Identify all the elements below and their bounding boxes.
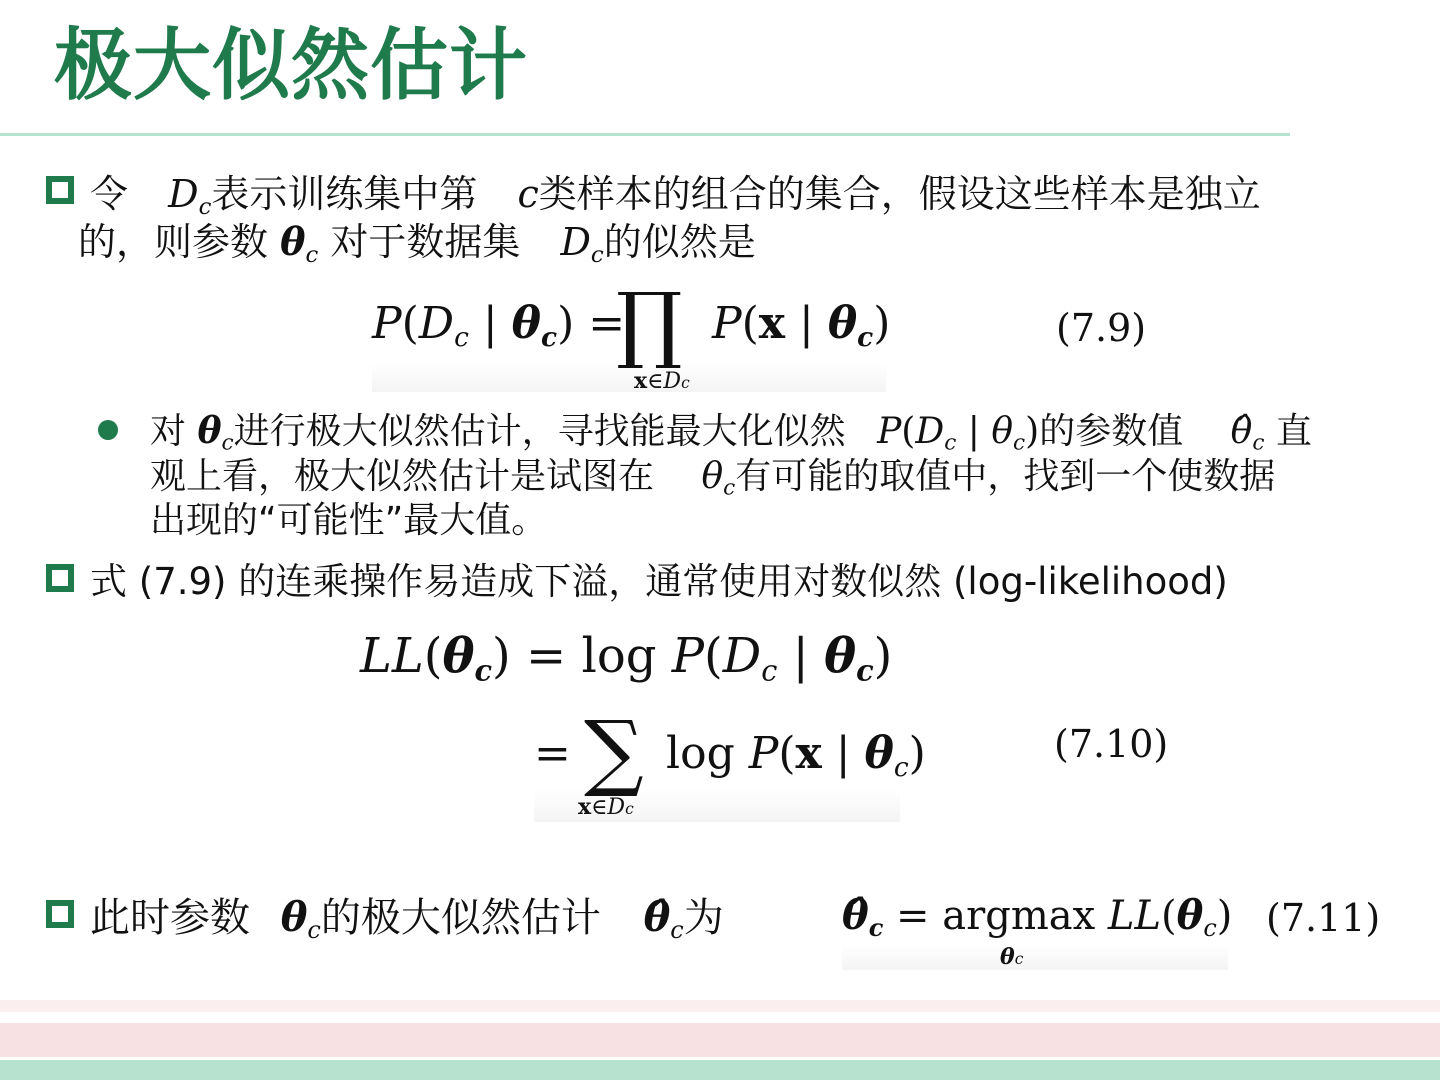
bullet-1-line-2 <box>78 218 756 279</box>
bullet-1-text-c: 类样本的组合的集合，假设这些样本是独立 <box>538 172 1261 216</box>
bullet-1-text-e: 对于数据集 <box>330 220 521 264</box>
sub-bullet-text-d: 直 <box>1275 411 1312 452</box>
Dc-symbol-2: $D_c$ <box>560 220 604 268</box>
bullet-2-text: 式 (7.9) 的连乘操作易造成下溢，通常使用对数似然 (log-likelihood) <box>90 560 1228 603</box>
square-bullet-icon <box>46 176 74 204</box>
bullet-1-text-a: 令 <box>90 172 129 216</box>
equation-number-7-11: (7.11) <box>1266 896 1381 940</box>
equation-7-10-line-1: $LL(\theta_c) = \log P(D_c$ | $\theta_c$) <box>360 628 893 688</box>
sub-bullet-text-c: 的参数值 <box>1039 411 1184 452</box>
bullet-3-text-b: 的极大似然估计 <box>320 895 601 941</box>
c-symbol: c <box>517 172 539 216</box>
bullet-3-text-a: 此时参数 <box>90 895 250 941</box>
theta-c-symbol-2: $\theta_c$ <box>701 456 736 501</box>
sub-bullet-text-b: 进行极大似然估计，寻找能最大化似然 <box>233 411 846 452</box>
title-divider <box>0 133 1290 136</box>
theta-c-symbol: $\theta_c$ <box>280 894 321 945</box>
sub-bullet-text-f: 有可能的取值中，找到一个使数据 <box>735 456 1276 497</box>
square-bullet-icon <box>46 564 74 592</box>
equation-number-7-10: (7.10) <box>1054 722 1169 766</box>
square-bullet-icon <box>46 900 74 928</box>
theta-c-symbol: $\theta_c$ <box>197 410 234 456</box>
theta-hat-c-symbol: $\thetâ_c$ <box>1230 411 1265 456</box>
equation-number-7-9: (7.9) <box>1056 306 1147 350</box>
footer-band-light <box>0 1000 1440 1012</box>
bullet-1-text-b: 表示训练集中第 <box>211 172 478 216</box>
theta-hat-c-symbol: $\thetâ_c$ <box>643 894 684 945</box>
bullet-1-text-f: 的似然是 <box>603 220 756 264</box>
likelihood-expression: $P(D_c$ | $\theta_c$) <box>877 411 1040 456</box>
bullet-3-text <box>90 894 724 954</box>
dot-bullet-icon <box>98 420 118 440</box>
equation-7-10-line-2: = ∑ log P(x | $\theta_c$) x∈Dc <box>534 702 926 820</box>
theta-c-symbol: $\theta_c$ <box>280 219 319 268</box>
bullet-3-text-c: 为 <box>683 895 724 941</box>
page-title: 极大似然估计 <box>54 21 529 111</box>
bullet-1-text-d: 的，则参数 <box>78 220 269 264</box>
equation-7-11: $\thetâ_c = argmax$ $LL(\theta_c)$ θc <box>842 886 1228 970</box>
equation-7-9: $P(D_c$ | $\theta_c$) = ∏ P(x | $\theta_c$) x∈Dc <box>372 274 891 394</box>
sub-bullet-line-3: 出现的“可能性”最大值。 <box>150 500 548 541</box>
Dc-symbol: $D_c$ <box>168 172 212 220</box>
sub-bullet-text-a: 对 <box>150 411 187 452</box>
footer-band-pink <box>0 1023 1440 1057</box>
footer-band-green <box>0 1060 1440 1080</box>
sub-bullet-text-e: 观上看，极大似然估计是试图在 <box>150 456 655 497</box>
